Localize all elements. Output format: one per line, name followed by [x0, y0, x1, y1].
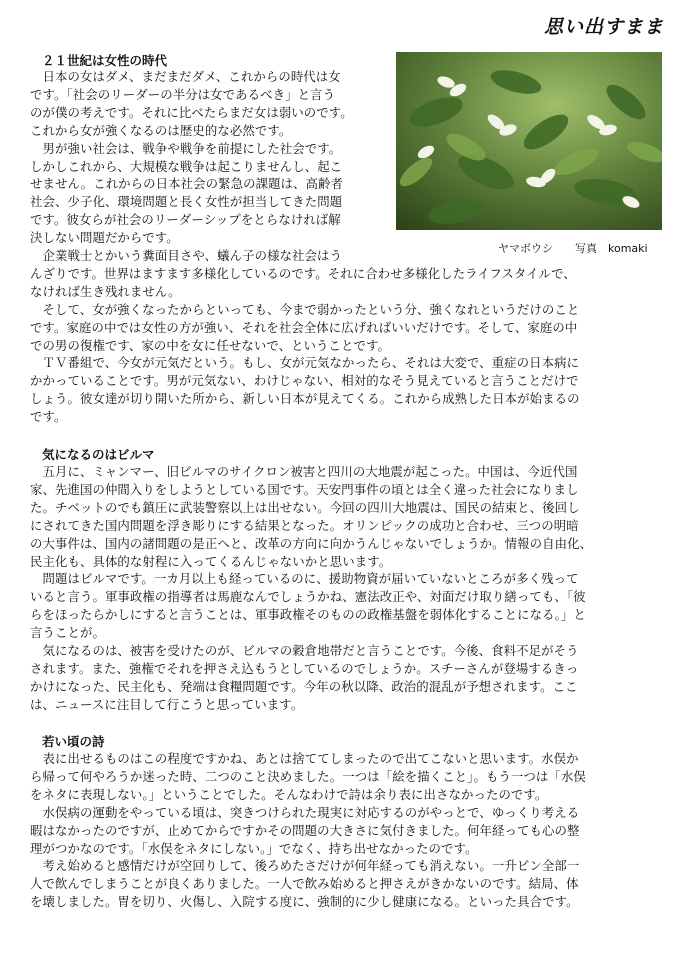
section-heading: ２１世紀は女性の時代: [42, 53, 168, 68]
paragraph-line: 表に出せるものはこの程度ですかね、あとは捨ててしまったので出てこないと思います。水俣か: [30, 751, 579, 766]
paragraph-line: ら帰って何やろうか迷った時、二つのこと決めました。一つは「絵を描くこと」。もう一つは「水俣: [30, 768, 586, 784]
paragraph-line: そして、女が強くなったからといっても、今まで弱かったという分、強くなれというだけのこと: [30, 301, 580, 317]
paragraph-line: 理がつかなのです。「水俣をネタにしない。」でなく、持ち出せなかったのです。: [30, 840, 478, 856]
paragraph-line: です。家庭の中では女性の方が強い、それを社会全体に広げればいいだけです。そして、家庭の中: [30, 319, 578, 335]
paragraph-line: た。チベットのでも鎮圧に武装警察以上は出せない。今回の四川大地震は、国民の結束と、後回し: [30, 499, 580, 515]
paragraph-line: での男の復権です、家の中を女に任せないで、ということです。: [30, 337, 390, 353]
paragraph-line: 暇はなかったのですが、止めてからですかその問題の大きさに気付きました。何年経っても心の整: [30, 822, 580, 838]
paragraph-line: 決しない問題だからです。: [30, 230, 179, 246]
paragraph-line: ＴＶ番組で、今女が元気だという。もし、女が元気なかったら、それは大変で、重症の日本病に: [30, 355, 580, 371]
paragraph-line: 言うことが。: [30, 625, 105, 641]
paragraph-line: 考え始めると感情だけが空回りして、後ろめたさだけが何年経っても消えない。一升ビン全部一: [30, 858, 580, 874]
paragraph-line: かかっていることです。男が元気ない、わけじゃない、相対的なそう見えていると言うことだけで: [30, 373, 579, 389]
paragraph-line: 人で飲んでしまうことが良くありました。一人で飲み始めると押さえがきかないのです。結局、体: [30, 876, 579, 892]
paragraph-line: 問題はビルマです。一カ月以上も経っているのに、援助物資が届いていないところが多く残って: [30, 571, 579, 587]
paragraph-line: 日本の女はダメ、まだまだダメ、これからの時代は女: [30, 69, 341, 84]
paragraph-line: 水俣病の運動をやっている頃は、突きつけられた現実に対応するのがやっとで、ゆっくり考える: [30, 804, 580, 820]
paragraph-line: です。彼女らが社会のリーダーシップをとらなければ解: [30, 212, 341, 228]
paragraph-line: んざりです。世界はますます多様化しているのです。それに合わせ多様化したライフスタイルで、: [30, 265, 576, 281]
paragraph-line: しかしこれから、大規模な戦争は起こりませんし、起こ: [30, 158, 343, 174]
paragraph-line: しょう。彼女達が切り開いた所から、新しい日本が見えてくる。これから成熟した日本が始まるの: [30, 391, 580, 407]
paragraph-line: の大事件は、国内の諸問題の是正へと、改革の方向に向かうんじゃないでしょうか。情報の自由化、: [30, 535, 593, 551]
paragraph-line: 企業戦士とかいう糞面目さや、蟻ん子の様な社会はう: [30, 248, 343, 263]
section-heading: 気になるのはビルマ: [42, 447, 155, 462]
dogwood-photo: [396, 52, 662, 230]
paragraph-line: 民主化も、具体的な射程に入ってくるんじゃないかと思います。: [30, 553, 392, 569]
paragraph-line: かけになった、民主化も、発端は食糧問題です。今年の秋以降、政治的混乱が予想されます。ここ: [30, 678, 578, 694]
paragraph-line: なければ生き残れません。: [30, 283, 181, 299]
paragraph-line: 男が強い社会は、戦争や戦争を前提にした社会です。: [30, 140, 342, 156]
paragraph-line: を壊しました。胃を切り、火傷し、入院する度に、強制的に少し健康になる。といった具合です。: [30, 894, 579, 910]
paragraph-line: です。: [30, 409, 67, 425]
paragraph-line: らをほったらかしにすると言うことは、軍事政権そのものの政権基盤を弱体化することになる。」と: [30, 607, 586, 623]
paragraph-line: をネタに表現しない。」ということでした。そんなわけで詩は余り表に出さなかったのです。: [30, 786, 548, 802]
paragraph-line: これから女が強くなるのは歴史的な必然です。: [30, 122, 292, 138]
paragraph-line: されます。また、強権でそれを押さえ込もうとしているのでしょうか。スチーさんが登場するきっ: [30, 660, 579, 676]
paragraph-line: のが僕の考えです。それに比べたらまだ女は弱いのです。: [30, 104, 353, 120]
paragraph-line: です。「社会のリーダーの半分は女であるべき」と言う: [30, 86, 336, 102]
paragraph-line: 気になるのは、被害を受けたのが、ビルマの穀倉地帯だと言うことです。今後、食料不足がそう: [30, 643, 579, 658]
paragraph-line: 社会、少子化、環境問題と長く女性が担当してきた問題: [30, 194, 343, 210]
paragraph-line: にされてきた国内問題を浮き彫りにする結果となった。オリンピックの成功と合わせ、三つの明暗: [30, 517, 579, 533]
photo-caption: ヤマボウシ 写真 komaki: [498, 242, 648, 255]
section-heading: 若い頃の詩: [42, 734, 105, 749]
paragraph-line: せません。これからの日本社会の緊急の課題は、高齢者: [30, 176, 344, 192]
paragraph-line: いると言う。軍事政権の指導者は馬鹿なんでしょうかね、憲法改正や、対面だけ取り繕っても、「彼: [30, 589, 586, 605]
page-title: 思い出すまま: [543, 16, 664, 38]
paragraph-line: 五月に、ミャンマー、旧ビルマのサイクロン被害と四川の大地震が起こった。中国は、今近代国: [30, 464, 578, 479]
paragraph-line: は、ニュースに注目して行こうと思っています。: [30, 696, 304, 712]
paragraph-line: 家、先進国の仲間入りをしようとしている国です。天安門事件の頃とは全く違った社会になりまし: [30, 481, 579, 497]
